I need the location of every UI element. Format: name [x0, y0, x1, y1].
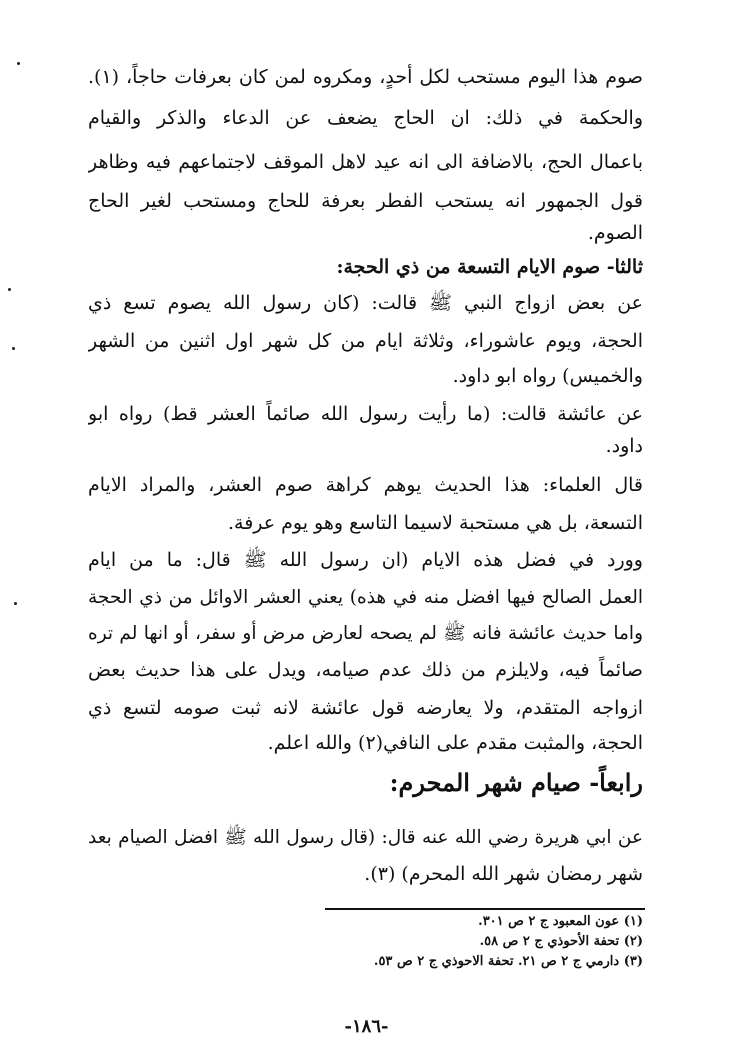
scan-speck	[17, 62, 20, 65]
body-line: الصوم.	[587, 222, 643, 244]
body-line: داود.	[605, 435, 643, 457]
body-line: التسعة، بل هي مستحبة لاسيما التاسع وهو يوم عرفة.	[227, 512, 643, 534]
page-number: -١٨٦-	[344, 1016, 389, 1037]
body-line: شهر رمضان شهر الله المحرم) (٣).	[364, 863, 643, 885]
footnote: (٢) تحفة الأحوذي ج ٢ ص ٥٨.	[479, 934, 643, 949]
footnote-rule	[325, 908, 645, 910]
body-line: قول الجمهور انه يستحب الفطر بعرفة للحاج ومستحب لغير الحاج	[88, 190, 643, 212]
scan-speck	[12, 347, 15, 350]
body-line: باعمال الحج، بالاضافة الى انه عيد لاهل الموقف لاجتماعهم فيه وظاهر	[88, 151, 643, 173]
body-line: وورد في فضل هذه الايام (ان رسول الله ﷺ قال: ما من ايام	[88, 549, 643, 571]
body-line: عن عائشة قالت: (ما رأيت رسول الله صائماً العشر قط) رواه ابو	[88, 403, 643, 425]
scan-speck	[8, 288, 11, 291]
body-line: الحجة، ويوم عاشوراء، وثلاثة ايام من كل شهر اول اثنين من الشهر	[88, 330, 643, 352]
body-line: ازواجه المتقدم، ولا يعارضه قول عائشة لانه ثبت صومه لتسع ذي	[88, 697, 643, 719]
body-line: عن بعض ازواج النبي ﷺ قالت: (كان رسول الله يصوم تسع ذي	[88, 292, 643, 314]
body-line: عن ابي هريرة رضي الله عنه قال: (قال رسول الله ﷺ افضل الصيام بعد	[88, 827, 643, 848]
footnote: (١) عون المعبود ج ٢ ص ٣٠١.	[478, 914, 643, 929]
body-line: والخميس) رواه ابو داود.	[452, 365, 643, 387]
section-heading: ثالثا- صوم الايام التسعة من ذي الحجة:	[336, 256, 643, 278]
body-line: قال العلماء: هذا الحديث يوهم كراهة صوم العشر، والمراد الايام	[88, 474, 643, 496]
body-line: صائماً فيه، ولايلزم من ذلك عدم صيامه، ويدل على هذا حديث بعض	[88, 659, 643, 681]
section-heading: رابعاً- صيام شهر المحرم:	[389, 768, 643, 797]
body-line: والحكمة في ذلك: ان الحاج يضعف عن الدعاء والذكر والقيام	[88, 107, 643, 129]
body-line: صوم هذا اليوم مستحب لكل أحدٍ، ومكروه لمن كان بعرفات حاجاً، (١).	[88, 66, 643, 88]
body-line: الحجة، والمثبت مقدم على النافي(٢) والله اعلم.	[267, 732, 643, 754]
scan-speck	[14, 602, 17, 605]
body-line: واما حديث عائشة فانه ﷺ لم يصحه لعارض مرض أو سفر، أو انها لم تره	[88, 623, 643, 644]
footnote: (٣) دارمي ج ٢ ص ٢١. تحفة الاحوذي ج ٢ ص ٥٣.	[373, 954, 643, 969]
body-line: العمل الصالح فيها افضل منه في هذه) يعني العشر الاوائل من ذي الحجة	[88, 587, 643, 608]
